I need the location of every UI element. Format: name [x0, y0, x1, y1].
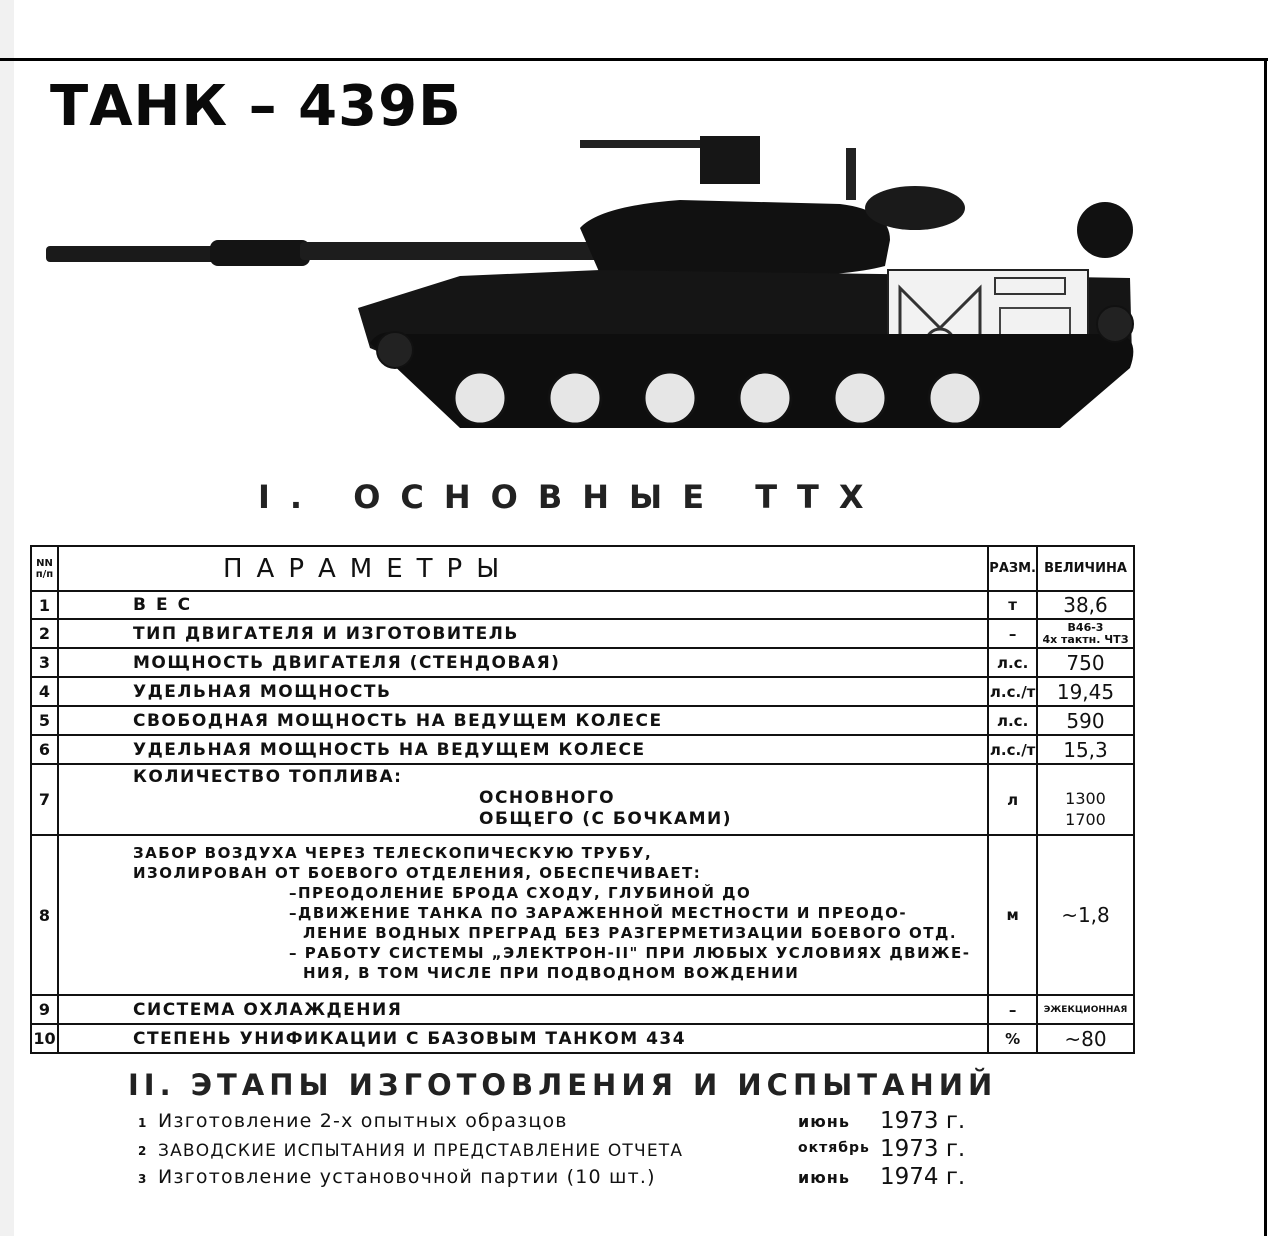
section-1-title: I. ОСНОВНЫЕ ТТХ	[258, 478, 884, 516]
row-value-line: 1700	[1065, 809, 1106, 829]
row-param: ТИП ДВИГАТЕЛЯ И ИЗГОТОВИТЕЛЬ	[58, 619, 988, 648]
sheet-edge-top	[0, 58, 1268, 61]
row-num: 9	[31, 995, 58, 1024]
row-param: СИСТЕМА ОХЛАЖДЕНИЯ	[58, 995, 988, 1024]
stage-text: Изготовление 2-х опытных образцов	[158, 1110, 568, 1132]
row-param: ВЕС	[58, 591, 988, 619]
row-param-line: ИЗОЛИРОВАН ОТ БОЕВОГО ОТДЕЛЕНИЯ, ОБЕСПЕЧИВАЕТ:	[133, 864, 702, 882]
row-param-line: ЗАБОР ВОЗДУХА ЧЕРЕЗ ТЕЛЕСКОПИЧЕСКУЮ ТРУБУ,	[133, 844, 653, 862]
table-row	[31, 619, 1134, 648]
row-param: МОЩНОСТЬ ДВИГАТЕЛЯ (СТЕНДОВАЯ)	[58, 648, 988, 677]
list-item	[138, 1138, 978, 1166]
header-num: NN п/п	[31, 546, 58, 591]
row-num: 2	[31, 619, 58, 648]
row-unit: л.с./т	[988, 677, 1037, 706]
row-param-line: –ПРЕОДОЛЕНИЕ БРОДА СХОДУ, ГЛУБИНОЙ ДО	[289, 884, 752, 902]
stage-text: Изготовление установочной партии (10 шт.)	[158, 1166, 656, 1188]
row-num: 8	[31, 835, 58, 995]
stages-list	[138, 1110, 978, 1194]
row-value-line: 4х тактн. ЧТЗ	[1042, 632, 1129, 646]
row-value: ЭЖЕКЦИОННАЯ	[1037, 995, 1134, 1024]
table-row	[31, 591, 1134, 619]
row-param-line: ОБЩЕГО (С БОЧКАМИ)	[479, 809, 733, 829]
row-num: 7	[31, 764, 58, 835]
stage-year: 1973 г.	[880, 1136, 966, 1162]
row-param: СВОБОДНАЯ МОЩНОСТЬ НА ВЕДУЩЕМ КОЛЕСЕ	[58, 706, 988, 735]
tank-illustration	[40, 128, 1140, 438]
sheet-edge-right	[1264, 58, 1267, 1236]
row-value: 590	[1037, 706, 1134, 735]
row-unit: л.с.	[988, 648, 1037, 677]
row-param: УДЕЛЬНАЯ МОЩНОСТЬ НА ВЕДУЩЕМ КОЛЕСЕ	[58, 735, 988, 764]
row-param	[58, 764, 988, 835]
row-param-line: ЛЕНИЕ ВОДНЫХ ПРЕГРАД БЕЗ РАЗГЕРМЕТИЗАЦИИ БОЕВОГО ОТД.	[303, 924, 958, 942]
row-value: ~1,8	[1037, 835, 1134, 995]
row-param-line: КОЛИЧЕСТВО ТОПЛИВА:	[133, 767, 403, 787]
row-param-line: –ДВИЖЕНИЕ ТАНКА ПО ЗАРАЖЕННОЙ МЕСТНОСТИ И ПРЕОДО-	[289, 904, 908, 922]
row-unit: м	[988, 835, 1037, 995]
document-title: ТАНК – 439Б	[50, 74, 462, 139]
table-header-row	[31, 546, 1134, 591]
list-item	[138, 1166, 978, 1194]
row-num: 10	[31, 1024, 58, 1053]
row-value	[1037, 619, 1134, 648]
section-2-title: II. ЭТАПЫ ИЗГОТОВЛЕНИЯ И ИСПЫТАНИЙ	[128, 1068, 998, 1102]
stage-month: июнь	[798, 1112, 850, 1131]
stage-num: 3	[138, 1172, 147, 1186]
header-param: ПАРАМЕТРЫ	[58, 546, 988, 591]
stage-month: октябрь	[798, 1140, 870, 1156]
row-unit: –	[988, 619, 1037, 648]
row-value-line: В46-3	[1067, 620, 1104, 634]
table-row	[31, 835, 1134, 995]
table-row	[31, 735, 1134, 764]
row-value: 15,3	[1037, 735, 1134, 764]
row-num: 4	[31, 677, 58, 706]
header-unit: РАЗМ.	[988, 546, 1037, 591]
header-value: ВЕЛИЧИНА	[1037, 546, 1134, 591]
table-row	[31, 764, 1134, 835]
row-param	[58, 835, 988, 995]
stage-num: 2	[138, 1144, 147, 1158]
row-value-line: 1300	[1065, 788, 1106, 808]
row-unit: л.с./т	[988, 735, 1037, 764]
list-item	[138, 1110, 978, 1138]
row-num: 3	[31, 648, 58, 677]
row-value: 750	[1037, 648, 1134, 677]
table-row	[31, 995, 1134, 1024]
row-unit: %	[988, 1024, 1037, 1053]
row-param: СТЕПЕНЬ УНИФИКАЦИИ С БАЗОВЫМ ТАНКОМ 434	[58, 1024, 988, 1053]
row-unit: л	[988, 764, 1037, 835]
table-row	[31, 706, 1134, 735]
stage-year: 1974 г.	[880, 1164, 966, 1190]
stage-year: 1973 г.	[880, 1108, 966, 1134]
table-row	[31, 648, 1134, 677]
row-value	[1037, 764, 1134, 835]
scan-margin	[0, 0, 14, 1236]
row-unit: т	[988, 591, 1037, 619]
row-num: 5	[31, 706, 58, 735]
row-unit: л.с.	[988, 706, 1037, 735]
row-unit: –	[988, 995, 1037, 1024]
row-value: 19,45	[1037, 677, 1134, 706]
row-num: 1	[31, 591, 58, 619]
row-param-line: НИЯ, В ТОМ ЧИСЛЕ ПРИ ПОДВОДНОМ ВОЖДЕНИИ	[303, 964, 800, 982]
row-value: ~80	[1037, 1024, 1134, 1053]
stage-month: июнь	[798, 1168, 850, 1187]
row-param-line: – РАБОТУ СИСТЕМЫ „ЭЛЕКТРОН-II" ПРИ ЛЮБЫХ УСЛОВИЯХ ДВИЖЕ-	[289, 944, 971, 962]
row-value: 38,6	[1037, 591, 1134, 619]
row-param: УДЕЛЬНАЯ МОЩНОСТЬ	[58, 677, 988, 706]
stage-num: 1	[138, 1116, 147, 1130]
specifications-table	[30, 545, 1135, 1054]
row-param-line: ОСНОВНОГО	[479, 788, 616, 808]
table-row	[31, 1024, 1134, 1053]
table-row	[31, 677, 1134, 706]
row-num: 6	[31, 735, 58, 764]
stage-text: ЗАВОДСКИЕ ИСПЫТАНИЯ И ПРЕДСТАВЛЕНИЕ ОТЧЕТА	[158, 1141, 684, 1161]
